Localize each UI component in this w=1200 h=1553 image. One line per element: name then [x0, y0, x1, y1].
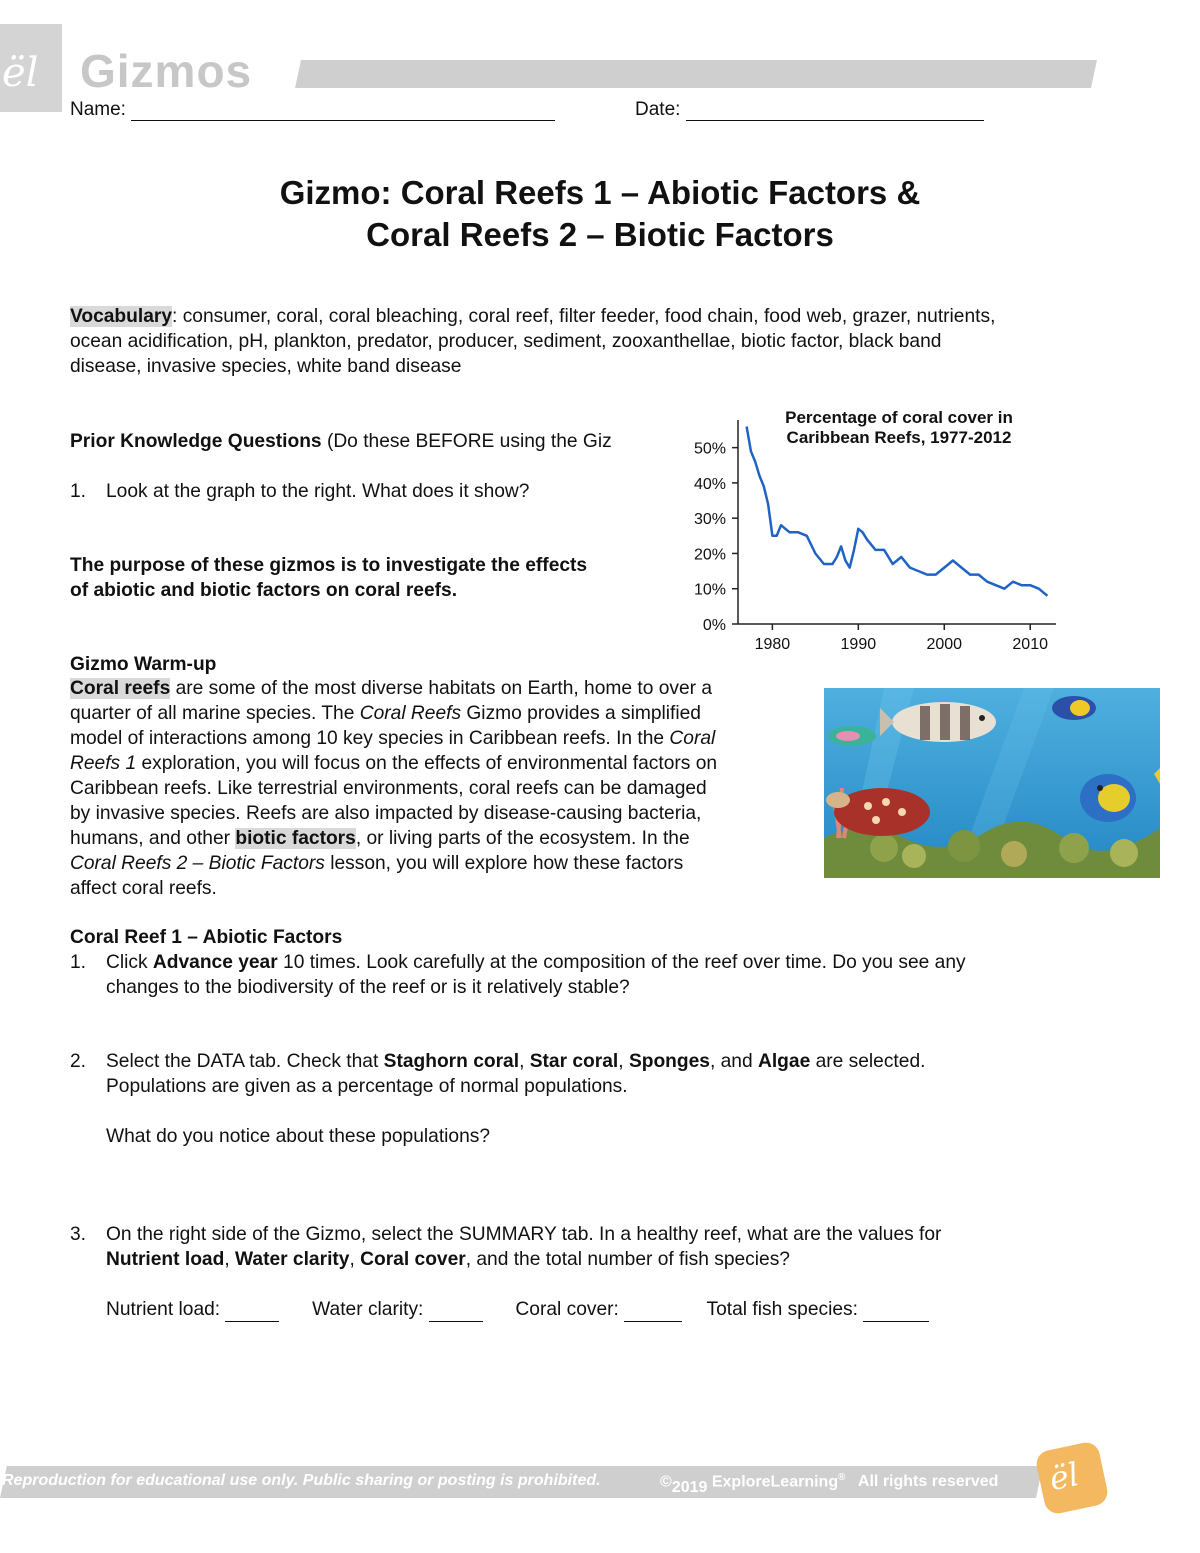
warmup-text: , or living parts of the ecosystem. In the [355, 828, 690, 849]
footer-logo [1034, 1440, 1110, 1516]
term-star-coral: Star coral [529, 1051, 619, 1072]
chart-title-line-1: Percentage of coral cover in [785, 408, 1013, 427]
chart-title-line-2: Caribbean Reefs, 1977-2012 [786, 428, 1012, 447]
y-tick-label: 40% [693, 475, 726, 493]
coral-cover-label: Coral cover: [515, 1299, 619, 1320]
term-advance-year: Advance year [152, 952, 278, 973]
nutrient-load-label: Nutrient load: [106, 1299, 221, 1320]
name-label: Name: [70, 99, 126, 120]
header-bar [295, 60, 1097, 88]
term-coral-reefs: Coral reefs [70, 678, 171, 699]
x-tick-label: 1980 [754, 636, 791, 653]
question-text: Click [106, 952, 153, 973]
company-name: ExploreLearning [711, 1473, 839, 1491]
nutrient-load-blank[interactable] [225, 1321, 279, 1322]
y-tick-label: 10% [693, 581, 726, 599]
section1-question-2 [70, 1049, 1150, 1149]
logo-mark: ël [2, 50, 39, 96]
term-coral-cover: Coral cover [360, 1249, 466, 1270]
footer-copyright [660, 1472, 999, 1497]
warmup-italic: Coral Reefs 2 – Biotic Factors [70, 853, 325, 874]
prior-heading-rest: (Do these BEFORE using the Giz [321, 431, 612, 452]
purpose-line-1: The purpose of these gizmos is to investigate the effects [70, 555, 588, 576]
question-text: 10 times. Look carefully at the composition of the reef over time. Do you see any [277, 952, 966, 973]
water-clarity-label: Water clarity: [312, 1299, 424, 1320]
term-staghorn-coral: Staghorn coral [383, 1051, 520, 1072]
question-number: 2. [70, 1051, 87, 1072]
question-text: , [349, 1249, 361, 1270]
warmup-text: by invasive species. Reefs are also impacted by disease-causing bacteria, [70, 803, 702, 824]
term-algae: Algae [757, 1051, 811, 1072]
page-title [0, 172, 1200, 256]
section1-question-1 [70, 950, 1150, 1000]
warmup-text: quarter of all marine species. The [70, 703, 360, 724]
section1-question-3 [70, 1222, 1150, 1272]
warmup-paragraph [70, 676, 810, 901]
warmup-text: exploration, you will focus on the effects of environmental factors on [136, 753, 718, 774]
y-tick-label: 0% [702, 617, 726, 634]
total-fish-species-blank[interactable] [863, 1321, 929, 1322]
warmup-text: Caribbean reefs. Like terrestrial environments, coral reefs can be damaged [70, 778, 707, 799]
explorelearning-logo [0, 24, 62, 112]
warmup-italic: Coral [669, 728, 716, 749]
x-tick-label: 1990 [840, 636, 877, 653]
x-tick-label: 2010 [1012, 636, 1049, 653]
prior-knowledge-heading [70, 429, 682, 454]
date-field[interactable] [635, 99, 984, 121]
vocabulary-block [70, 304, 1140, 379]
footer-notice: Reproduction for educational use only. Public sharing or posting is prohibited. [2, 1472, 601, 1489]
question-text: are selected. [810, 1051, 926, 1072]
warmup-text: model of interactions among 10 key species in Caribbean reefs. In the [70, 728, 670, 749]
term-sponges: Sponges [628, 1051, 710, 1072]
total-fish-species-label: Total fish species: [706, 1299, 858, 1320]
warmup-text: Gizmo provides a simplified [461, 703, 701, 724]
coral-cover-blank[interactable] [624, 1321, 682, 1322]
warmup-heading: Gizmo Warm-up [70, 654, 217, 675]
date-label: Date: [635, 99, 681, 120]
question-text: , and [709, 1051, 758, 1072]
vocabulary-label: Vocabulary [70, 306, 173, 327]
name-blank[interactable] [131, 120, 555, 121]
series-line [747, 427, 1048, 596]
warmup-italic: Reefs 1 [70, 753, 137, 774]
title-line-1: Gizmo: Coral Reefs 1 – Abiotic Factors & [279, 174, 921, 211]
copyright-year: 2019 [671, 1479, 708, 1497]
coral-reef-illustration [824, 688, 1160, 878]
purpose-line-2: of abiotic and biotic factors on coral reefs. [70, 580, 458, 601]
vocabulary-text-3: disease, invasive species, white band disease [70, 356, 462, 377]
question-text: changes to the biodiversity of the reef or is it relatively stable? [106, 977, 630, 998]
water-clarity-blank[interactable] [429, 1321, 483, 1322]
question-number: 1. [70, 481, 87, 502]
footer-logo-mark: ël [1045, 1454, 1083, 1499]
question-text: Look at the graph to the right. What does it show? [106, 481, 530, 502]
prior-question-1 [70, 479, 529, 504]
section-heading-abiotic: Coral Reef 1 – Abiotic Factors [70, 927, 343, 948]
y-tick-label: 30% [693, 511, 726, 529]
title-line-2: Coral Reefs 2 – Biotic Factors [366, 216, 834, 253]
summary-answer-row [106, 1297, 929, 1322]
date-blank[interactable] [686, 120, 984, 121]
question-text: Populations are given as a percentage of normal populations. [106, 1076, 628, 1097]
warmup-text: are some of the most diverse habitats on Earth, home to over a [170, 678, 713, 699]
question-text: , [519, 1051, 530, 1072]
y-tick-label: 20% [693, 546, 726, 564]
question-text: , and the total number of fish species? [465, 1249, 790, 1270]
rights-text: All rights reserved [857, 1473, 999, 1491]
warmup-italic: Coral Reefs [359, 703, 462, 724]
question-text: Select the DATA tab. Check that [106, 1051, 384, 1072]
warmup-text: humans, and other [70, 828, 236, 849]
y-tick-label: 50% [693, 440, 726, 458]
vocabulary-text-1: : consumer, coral, coral bleaching, coral reef, filter feeder, food chain, food web, grazer, nutrients, [172, 306, 996, 327]
question-number: 1. [70, 952, 87, 973]
x-tick-label: 2000 [926, 636, 963, 653]
copyright-symbol: © [660, 1473, 672, 1491]
question-text: On the right side of the Gizmo, select the SUMMARY tab. In a healthy reef, what are the values for [106, 1224, 942, 1245]
question-text: , [224, 1249, 235, 1270]
warmup-text: affect coral reefs. [70, 878, 217, 899]
term-nutrient-load: Nutrient load [106, 1249, 225, 1270]
question-text: What do you notice about these populations? [106, 1126, 491, 1147]
warmup-text: lesson, you will explore how these factors [324, 853, 684, 874]
gizmos-brand: Gizmos [80, 45, 253, 97]
purpose-statement [70, 553, 587, 603]
term-water-clarity: Water clarity [235, 1249, 350, 1270]
chart-title [764, 408, 1034, 448]
vocabulary-text-2: ocean acidification, pH, plankton, predator, producer, sediment, zooxanthellae, biotic factor, black band [70, 331, 942, 352]
question-number: 3. [70, 1224, 87, 1245]
prior-heading-bold: Prior Knowledge Questions [70, 431, 322, 452]
name-field[interactable] [70, 99, 555, 121]
question-text: , [618, 1051, 629, 1072]
term-biotic-factors: biotic factors [235, 828, 356, 849]
registered-mark: ® [838, 1472, 846, 1483]
